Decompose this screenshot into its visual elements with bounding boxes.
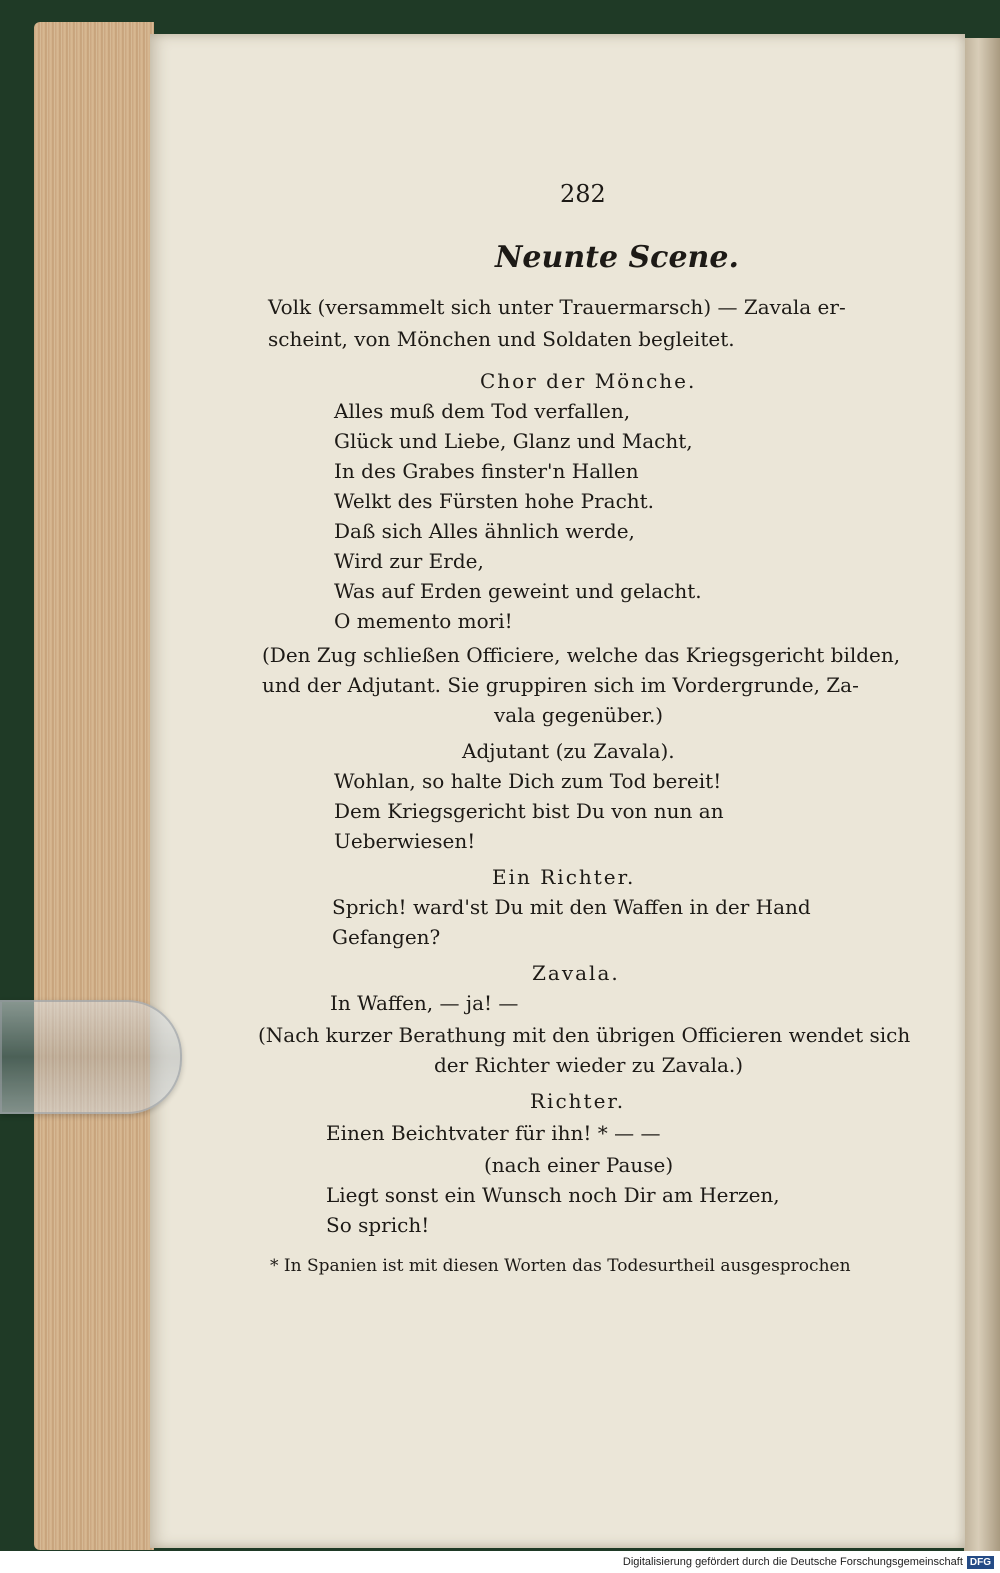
speaker-zavala: Zavala. xyxy=(532,961,620,985)
verse-line: Welkt des Fürsten hohe Pracht. xyxy=(334,489,655,513)
verse-line: Dem Kriegsgericht bist Du von nun an xyxy=(334,799,724,823)
stage-direction-line: Volk (versammelt sich unter Trauermarsch) — Zavala er- xyxy=(268,295,846,319)
verse-line: Alles muß dem Tod verfallen, xyxy=(334,399,631,423)
dfg-logo: DFG xyxy=(967,1556,994,1569)
verse-line: In des Grabes finster'n Hallen xyxy=(334,459,639,483)
page-number: 282 xyxy=(560,180,606,208)
verse-line: Liegt sonst ein Wunsch noch Dir am Herzen, xyxy=(326,1183,780,1207)
facing-page-edge xyxy=(964,38,1000,1558)
verse-line: Daß sich Alles ähnlich werde, xyxy=(334,519,635,543)
verse-line: Wird zur Erde, xyxy=(334,549,484,573)
verse-line: O memento mori! xyxy=(334,609,513,633)
stage-direction-line: scheint, von Mönchen und Soldaten begleitet. xyxy=(268,327,735,351)
speaker-richter: Ein Richter. xyxy=(492,865,636,889)
stage-direction-line: (nach einer Pause) xyxy=(484,1153,674,1177)
verse-line: Was auf Erden geweint und gelacht. xyxy=(334,579,702,603)
verse-line: In Waffen, — ja! — xyxy=(330,991,519,1015)
verse-line: Ueberwiesen! xyxy=(334,829,476,853)
speaker-chor: Chor der Mönche. xyxy=(480,369,697,393)
stage-direction-line: vala gegenüber.) xyxy=(494,703,664,727)
stage-direction-line: und der Adjutant. Sie gruppiren sich im Vordergrunde, Za- xyxy=(262,673,859,697)
footer-bar xyxy=(0,1551,1000,1573)
speaker-adjutant: Adjutant (zu Zavala). xyxy=(462,739,675,763)
verse-line: Einen Beichtvater für ihn! * — — xyxy=(326,1121,661,1145)
verse-line: So sprich! xyxy=(326,1213,430,1237)
page-holder-clip xyxy=(0,1000,182,1114)
verse-line: Sprich! ward'st Du mit den Waffen in der Hand xyxy=(332,895,811,919)
funding-credit: Digitalisierung gefördert durch die Deutsche Forschungsgemeinschaft xyxy=(622,1556,963,1568)
scene-title: Neunte Scene. xyxy=(495,240,739,275)
speaker-richter: Richter. xyxy=(530,1089,626,1113)
stage-direction-line: (Den Zug schließen Officiere, welche das Kriegsgericht bilden, xyxy=(262,643,901,667)
verse-line: Glück und Liebe, Glanz und Macht, xyxy=(334,429,693,453)
stage-direction-line: (Nach kurzer Berathung mit den übrigen Officieren wendet sich xyxy=(258,1023,911,1047)
verse-line: Gefangen? xyxy=(332,925,441,949)
verse-line: Wohlan, so halte Dich zum Tod bereit! xyxy=(334,769,722,793)
footnote: * In Spanien ist mit diesen Worten das Todesurtheil ausgesprochen xyxy=(270,1256,851,1276)
stage-direction-line: der Richter wieder zu Zavala.) xyxy=(434,1053,744,1077)
book-page-edges xyxy=(34,22,154,1550)
